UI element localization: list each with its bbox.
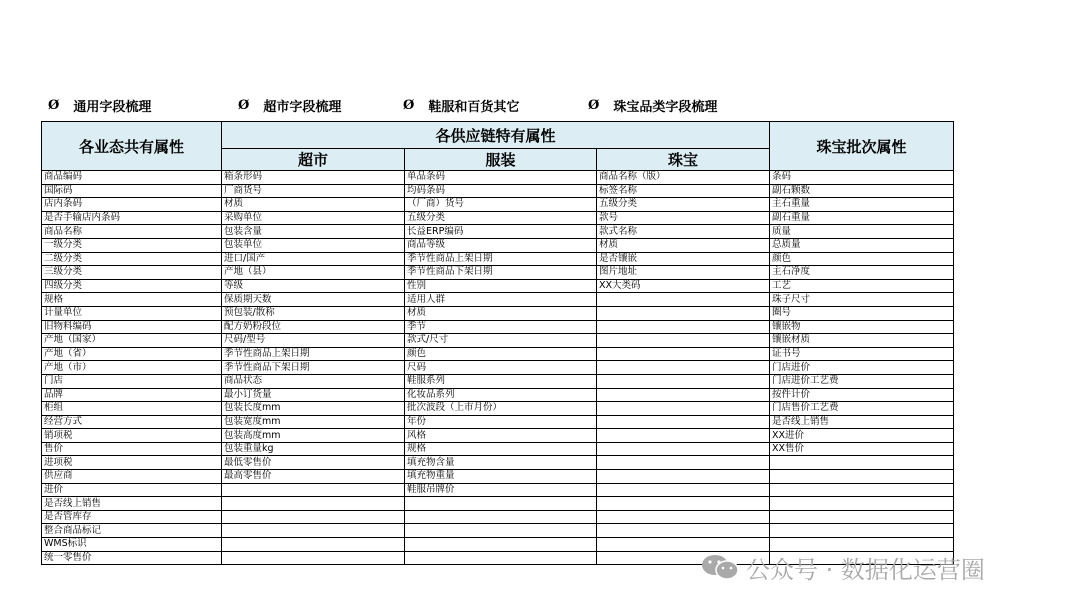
table-row <box>42 347 954 361</box>
table-row <box>42 266 954 280</box>
table-cell: 填充物重量 <box>405 470 597 484</box>
table-cell <box>597 497 770 511</box>
table-cell: 产地（国家） <box>42 334 222 348</box>
table-cell: 图片地址 <box>597 266 770 280</box>
table-cell: 预包装/散称 <box>222 306 405 320</box>
table-cell: 旧物料编码 <box>42 320 222 334</box>
table-row <box>42 483 954 497</box>
table-cell <box>222 551 405 565</box>
table-cell: 镶嵌物 <box>770 320 954 334</box>
table-cell: 进价 <box>42 483 222 497</box>
table-cell <box>222 538 405 552</box>
table-cell: 包装宽度mm <box>222 415 405 429</box>
table-cell: 店内条码 <box>42 198 222 212</box>
table-cell <box>597 524 770 538</box>
table-cell <box>597 442 770 456</box>
table-cell: WMS标识 <box>42 538 222 552</box>
table-cell: 配方奶粉段位 <box>222 320 405 334</box>
table-row <box>42 524 954 538</box>
table-cell: （厂商）货号 <box>405 198 597 212</box>
table-cell <box>597 483 770 497</box>
table-cell: 材质 <box>405 306 597 320</box>
table-cell: 是否管库存 <box>42 510 222 524</box>
table-cell <box>405 497 597 511</box>
table-cell: 包装高度mm <box>222 429 405 443</box>
header-jewelry-batch-attributes: 珠宝批次属性 <box>770 122 954 171</box>
table-row <box>42 238 954 252</box>
table-cell: 材质 <box>597 238 770 252</box>
table-cell: 产地（市） <box>42 361 222 375</box>
tab-label: 珠宝品类字段梳理 <box>613 99 718 115</box>
table-cell: 最小订货量 <box>222 388 405 402</box>
header-jewelry: 珠宝 <box>597 149 770 171</box>
table-cell <box>405 510 597 524</box>
watermark <box>700 552 1050 582</box>
table-cell: 采购单位 <box>222 211 405 225</box>
table-row <box>42 510 954 524</box>
table-cell: 国际码 <box>42 184 222 198</box>
table-cell: 门店进价 <box>770 361 954 375</box>
table-cell: 门店售价工艺费 <box>770 402 954 416</box>
table-cell: 包装重量kg <box>222 442 405 456</box>
table-cell <box>770 456 954 470</box>
table-cell: 证书号 <box>770 347 954 361</box>
table-cell: 最高零售价 <box>222 470 405 484</box>
table-cell <box>597 415 770 429</box>
table-row <box>42 198 954 212</box>
table-cell <box>597 334 770 348</box>
tab-supermarket-fields[interactable] <box>238 96 403 115</box>
table-cell: 四级分类 <box>42 279 222 293</box>
table-cell: 包装长度mm <box>222 402 405 416</box>
table-cell: 五级分类 <box>405 211 597 225</box>
table-cell: 整合商品标记 <box>42 524 222 538</box>
table-cell: 珠子尺寸 <box>770 293 954 307</box>
table-cell: 商品等级 <box>405 238 597 252</box>
tab-jewelry-fields[interactable] <box>588 96 788 115</box>
table-cell: 销项税 <box>42 429 222 443</box>
table-cell: XX售价 <box>770 442 954 456</box>
table-row <box>42 361 954 375</box>
table-cell: 门店进价工艺费 <box>770 374 954 388</box>
table-cell <box>770 470 954 484</box>
table-cell <box>597 374 770 388</box>
table-cell: 经营方式 <box>42 415 222 429</box>
table-cell: 商品名称（版） <box>597 171 770 185</box>
table-cell: 规格 <box>405 442 597 456</box>
table-cell: 商品名称 <box>42 225 222 239</box>
table-cell: 柜组 <box>42 402 222 416</box>
table-cell: 尺码 <box>405 361 597 375</box>
table-cell <box>770 483 954 497</box>
table-cell <box>597 470 770 484</box>
tab-apparel-fields[interactable] <box>403 96 588 115</box>
table-row <box>42 388 954 402</box>
table-cell: 款号 <box>597 211 770 225</box>
table-cell: 长益ERP编码 <box>405 225 597 239</box>
table-cell: 等级 <box>222 279 405 293</box>
table-cell: 是否线上销售 <box>42 497 222 511</box>
table-cell: 季节性商品下架日期 <box>405 266 597 280</box>
table-cell <box>405 538 597 552</box>
table-cell: 条码 <box>770 171 954 185</box>
tab-label: 通用字段梳理 <box>73 99 152 115</box>
table-cell: 总质量 <box>770 238 954 252</box>
table-cell: 按件计价 <box>770 388 954 402</box>
table-cell: 门店 <box>42 374 222 388</box>
table-cell: 鞋服吊牌价 <box>405 483 597 497</box>
table-cell: 季节 <box>405 320 597 334</box>
header-supply-chain-attributes: 各供应链特有属性 <box>222 122 770 149</box>
table-cell: 规格 <box>42 293 222 307</box>
table-cell: 是否手输店内条码 <box>42 211 222 225</box>
table-cell <box>597 388 770 402</box>
table-cell <box>597 320 770 334</box>
table-cell: 化妆品系列 <box>405 388 597 402</box>
table-cell: 工艺 <box>770 279 954 293</box>
table-cell: XX进价 <box>770 429 954 443</box>
table-row <box>42 171 954 185</box>
table-cell <box>405 524 597 538</box>
table-cell <box>597 293 770 307</box>
table-cell <box>222 483 405 497</box>
table-row <box>42 415 954 429</box>
bullet-marker: Ø <box>48 97 60 113</box>
table-row <box>42 225 954 239</box>
table-cell: 适用人群 <box>405 293 597 307</box>
table-row <box>42 252 954 266</box>
table-cell <box>597 538 770 552</box>
table-row <box>42 293 954 307</box>
table-cell: 颜色 <box>405 347 597 361</box>
table-cell: 单品条码 <box>405 171 597 185</box>
table-cell: 批次波段（上市月份） <box>405 402 597 416</box>
table-cell <box>222 497 405 511</box>
table-cell: 填充物含量 <box>405 456 597 470</box>
table-cell <box>222 510 405 524</box>
table-cell: 五级分类 <box>597 198 770 212</box>
table-cell: 最低零售价 <box>222 456 405 470</box>
table-row <box>42 279 954 293</box>
bullet-marker: Ø <box>403 97 415 113</box>
table-cell <box>597 402 770 416</box>
table-cell: 进口/国产 <box>222 252 405 266</box>
table-row <box>42 470 954 484</box>
table-cell: 售价 <box>42 442 222 456</box>
table-cell: 性别 <box>405 279 597 293</box>
table-cell: 商品编码 <box>42 171 222 185</box>
table-cell: 副石重量 <box>770 211 954 225</box>
tab-label: 鞋服和百货其它 <box>428 99 520 115</box>
table-cell <box>597 429 770 443</box>
table-cell: 季节性商品上架日期 <box>405 252 597 266</box>
attribute-table <box>41 121 954 565</box>
table-cell: 副石颗数 <box>770 184 954 198</box>
table-cell: 供应商 <box>42 470 222 484</box>
table-cell: 统一零售价 <box>42 551 222 565</box>
table-cell: 主石净度 <box>770 266 954 280</box>
table-cell <box>222 524 405 538</box>
table-row <box>42 334 954 348</box>
table-cell: 厂商货号 <box>222 184 405 198</box>
table-cell: 款式名称 <box>597 225 770 239</box>
table-cell: 包装单位 <box>222 238 405 252</box>
table-cell: 品牌 <box>42 388 222 402</box>
table-body <box>42 171 954 565</box>
table-row <box>42 211 954 225</box>
header-common-attributes: 各业态共有属性 <box>42 122 222 171</box>
table-cell <box>597 361 770 375</box>
table-cell: 镶嵌材质 <box>770 334 954 348</box>
table-cell: 产地（省） <box>42 347 222 361</box>
wechat-icon <box>700 553 740 581</box>
table-cell <box>597 306 770 320</box>
table-cell: 均码条码 <box>405 184 597 198</box>
table-cell: 鞋服系列 <box>405 374 597 388</box>
table-row <box>42 402 954 416</box>
table-cell: 质量 <box>770 225 954 239</box>
table-row <box>42 497 954 511</box>
table-row <box>42 306 954 320</box>
table-cell: 风格 <box>405 429 597 443</box>
tab-general-fields[interactable] <box>48 96 238 115</box>
table-row <box>42 374 954 388</box>
table-cell <box>770 510 954 524</box>
table-cell: 箱条形码 <box>222 171 405 185</box>
table-cell: 计量单位 <box>42 306 222 320</box>
table-cell: 三级分类 <box>42 266 222 280</box>
table-row <box>42 320 954 334</box>
header-apparel: 服装 <box>405 149 597 171</box>
table-cell: 款式/尺寸 <box>405 334 597 348</box>
table-cell: 标签名称 <box>597 184 770 198</box>
bullet-marker: Ø <box>588 97 600 113</box>
table-cell: 尺码/型号 <box>222 334 405 348</box>
table-cell: 年份 <box>405 415 597 429</box>
table-cell: 是否线上销售 <box>770 415 954 429</box>
header-supermarket: 超市 <box>222 149 405 171</box>
table-cell: 季节性商品上架日期 <box>222 347 405 361</box>
table-cell: 材质 <box>222 198 405 212</box>
table-cell <box>405 551 597 565</box>
table-row <box>42 456 954 470</box>
table-cell: 进项税 <box>42 456 222 470</box>
bullet-marker: Ø <box>238 97 250 113</box>
table-cell <box>597 347 770 361</box>
table-cell: 颜色 <box>770 252 954 266</box>
tab-label: 超市字段梳理 <box>263 99 342 115</box>
table-row <box>42 429 954 443</box>
table-cell <box>597 456 770 470</box>
table-cell: 产地（县） <box>222 266 405 280</box>
table-cell: 包装含量 <box>222 225 405 239</box>
table-cell <box>770 524 954 538</box>
section-tabs <box>48 96 788 114</box>
watermark-text: 公众号 · 数据化运营圈 <box>746 555 985 584</box>
table-cell: 是否镶嵌 <box>597 252 770 266</box>
table-cell: 圈号 <box>770 306 954 320</box>
table-cell: 保质期天数 <box>222 293 405 307</box>
table-row <box>42 442 954 456</box>
table-cell: 一级分类 <box>42 238 222 252</box>
table-cell: 季节性商品下架日期 <box>222 361 405 375</box>
table-cell: XX大类码 <box>597 279 770 293</box>
table-cell: 商品状态 <box>222 374 405 388</box>
table-cell: 二级分类 <box>42 252 222 266</box>
table-row <box>42 184 954 198</box>
table-cell: 主石重量 <box>770 198 954 212</box>
table-cell <box>770 497 954 511</box>
table-cell <box>597 510 770 524</box>
